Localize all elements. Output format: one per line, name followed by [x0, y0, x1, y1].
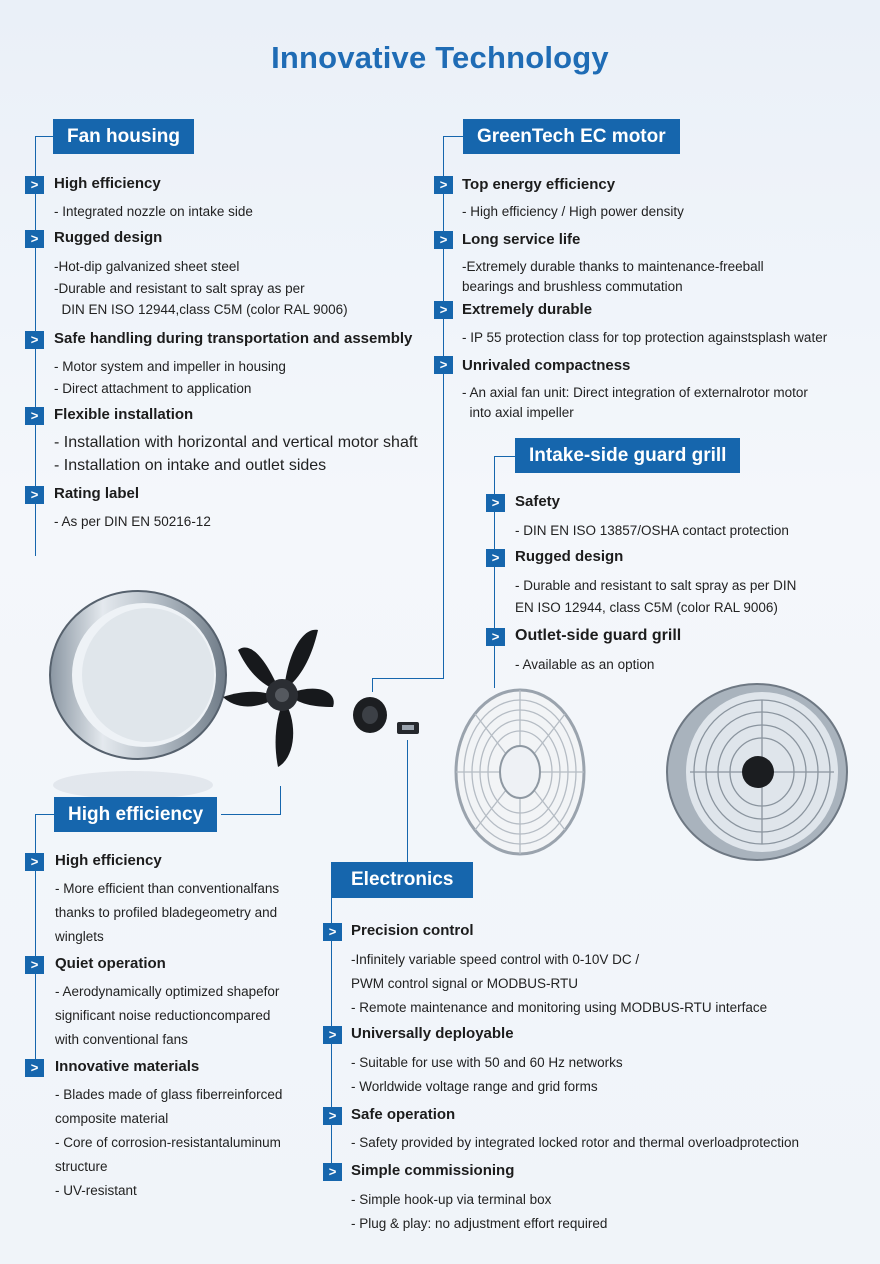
feature-desc: - High efficiency / High power density: [462, 204, 684, 219]
feature-desc: - Integrated nozzle on intake side: [54, 204, 253, 219]
bullet-icon: >: [323, 923, 342, 941]
feature-title: Flexible installation: [54, 406, 194, 423]
feature-title: Safe handling during transportation and assembly: [54, 330, 413, 347]
motor-connector: [443, 136, 444, 678]
feature-desc: DIN EN ISO 12944,class C5M (color RAL 9006): [54, 302, 348, 317]
feature-desc: - Direct attachment to application: [54, 381, 252, 396]
feature-title: Rugged design: [54, 229, 163, 246]
feature-desc: - Installation with horizontal and vertical motor shaft: [54, 434, 418, 451]
bullet-icon: >: [25, 956, 44, 974]
bullet-icon: >: [486, 494, 505, 512]
feature-desc: -Extremely durable thanks to maintenance-freeball: [462, 259, 764, 274]
feature-title: Safety: [515, 493, 561, 510]
bullet-icon: >: [434, 356, 453, 374]
feature-desc: - DIN EN ISO 13857/OSHA contact protection: [515, 523, 789, 538]
feature-desc: - Installation on intake and outlet sides: [54, 457, 327, 474]
feature-desc: - Suitable for use with 50 and 60 Hz networks: [351, 1055, 623, 1070]
bullet-icon: >: [323, 1107, 342, 1125]
bullet-icon: >: [323, 1163, 342, 1181]
feature-title: High efficiency: [54, 175, 161, 192]
feature-desc: - Aerodynamically optimized shapefor significant noise reductioncompared with conventional fans: [55, 984, 280, 1047]
feature-title: High efficiency: [55, 852, 162, 869]
feature-desc: - Blades made of glass fiberreinforced composite material - Core of corrosion-resistantaluminum structure - UV-resistant: [55, 1087, 283, 1198]
feature-desc: - Available as an option: [515, 657, 655, 672]
feature-title: Top energy efficiency: [462, 176, 616, 193]
bullet-icon: >: [486, 549, 505, 567]
bullet-icon: >: [486, 628, 505, 646]
feature-desc: EN ISO 12944, class C5M (color RAL 9006): [515, 600, 778, 615]
fan-housing-ring-image: [38, 580, 228, 820]
feature-title: Unrivaled compactness: [462, 357, 631, 374]
motor-image: [350, 695, 425, 745]
feature-title: Universally deployable: [351, 1025, 514, 1042]
feature-title: Rating label: [54, 485, 140, 502]
feature-desc: into axial impeller: [462, 405, 574, 420]
feature-title: Simple commissioning: [351, 1162, 515, 1179]
feature-desc: - Worldwide voltage range and grid forms: [351, 1079, 598, 1094]
feature-title: Outlet-side guard grill: [515, 627, 682, 644]
feature-title: Extremely durable: [462, 301, 593, 318]
complete-fan-image: [662, 680, 852, 870]
bullet-icon: >: [25, 176, 44, 194]
feature-desc: - As per DIN EN 50216-12: [54, 514, 211, 529]
impeller-image: [218, 622, 348, 772]
motor-header: GreenTech EC motor: [463, 119, 680, 154]
feature-title: Innovative materials: [55, 1058, 200, 1075]
bullet-icon: >: [25, 407, 44, 425]
feature-desc: - Motor system and impeller in housing: [54, 359, 286, 374]
feature-title: Rugged design: [515, 548, 624, 565]
bullet-icon: >: [25, 1059, 44, 1077]
page-title: Innovative Technology: [271, 40, 609, 75]
feature-desc: - Remote maintenance and monitoring using MODBUS-RTU interface: [351, 1000, 768, 1015]
feature-desc: bearings and brushless commutation: [462, 279, 683, 294]
bullet-icon: >: [434, 301, 453, 319]
bullet-icon: >: [25, 486, 44, 504]
bullet-icon: >: [323, 1026, 342, 1044]
feature-title: Precision control: [351, 922, 474, 939]
fan-housing-header: Fan housing: [53, 119, 194, 154]
grill-header: Intake-side guard grill: [515, 438, 740, 473]
feature-desc: - Durable and resistant to salt spray as per DIN: [515, 578, 797, 593]
grill-connector: [494, 456, 495, 688]
feature-desc: -Infinitely variable speed control with 0-10V DC /: [351, 952, 640, 967]
bullet-icon: >: [25, 331, 44, 349]
feature-desc: - IP 55 protection class for top protection againstsplash water: [462, 330, 828, 345]
feature-desc: -Durable and resistant to salt spray as per: [54, 281, 305, 296]
feature-desc: - Plug & play: no adjustment effort required: [351, 1216, 608, 1231]
bullet-icon: >: [434, 231, 453, 249]
feature-desc: - Simple hook-up via terminal box: [351, 1192, 552, 1207]
impeller-header: High efficiency: [54, 797, 217, 832]
electronics-header: Electronics: [331, 862, 473, 898]
bullet-icon: >: [434, 176, 453, 194]
feature-title: Long service life: [462, 231, 581, 248]
bullet-icon: >: [25, 853, 44, 871]
feature-desc: - An axial fan unit: Direct integration of externalrotor motor: [462, 385, 808, 400]
feature-desc: - Safety provided by integrated locked rotor and thermal overloadprotection: [351, 1135, 800, 1150]
feature-desc: PWM control signal or MODBUS-RTU: [351, 976, 579, 991]
feature-desc: -Hot-dip galvanized sheet steel: [54, 259, 240, 274]
bullet-icon: >: [25, 230, 44, 248]
feature-title: Safe operation: [351, 1106, 456, 1123]
feature-desc: - More efficient than conventionalfans thanks to profiled bladegeometry and winglets: [55, 881, 280, 944]
guard-grill-image: [450, 684, 590, 864]
feature-title: Quiet operation: [55, 955, 166, 972]
